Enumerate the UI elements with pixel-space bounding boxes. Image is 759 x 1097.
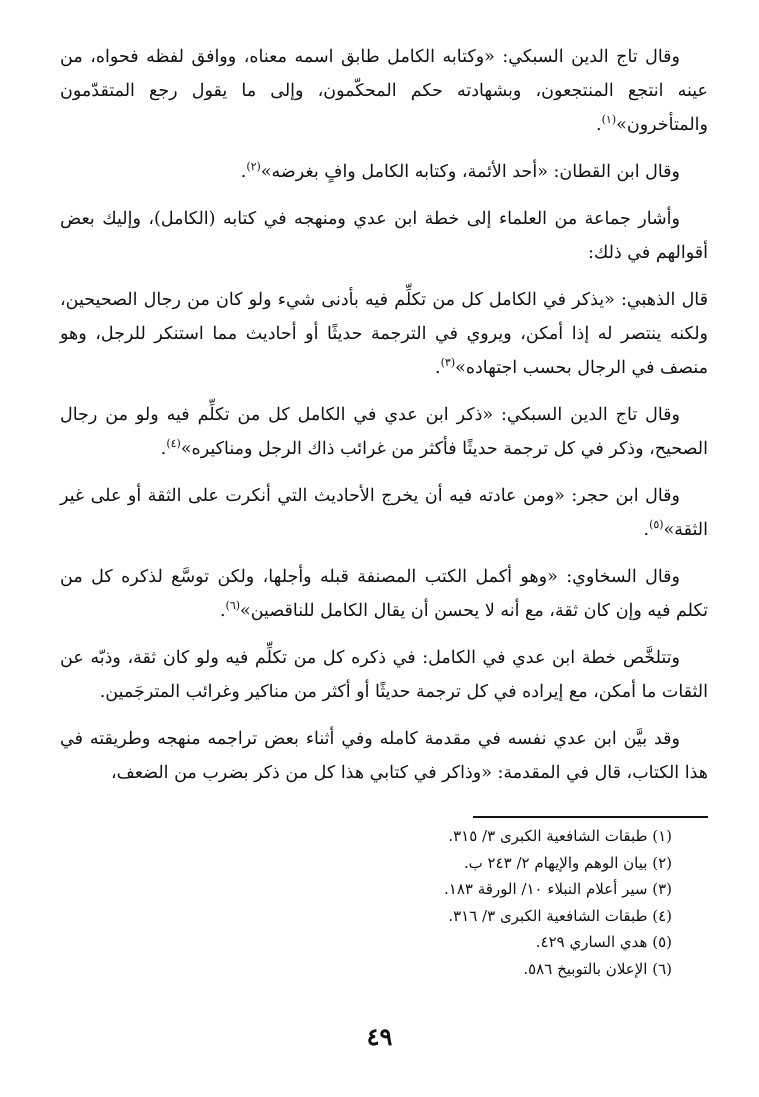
body-text	[60, 40, 708, 790]
footnote-divider	[473, 816, 708, 818]
paragraph-text: وقال تاج الدين السبكي: «ذكر ابن عدي في الكامل كل من تكلِّم فيه ولو من رجال الصحيح، وذكر في كل ترجمة حديثًا فأكثر من غرائب ذاك الرجل ومناكيره»	[60, 405, 708, 459]
page-body	[60, 40, 708, 803]
paragraph-text: وقد بيَّن ابن عدي نفسه في مقدمة كامله وفي أثناء بعض تراجمه منهجه وطريقته في هذا الكتاب، قال في المقدمة: «وذاكر في كتابي هذا كل من ذكر بضرب من الضعف،	[60, 729, 708, 783]
footnote-ref-2: (٢)	[246, 160, 261, 174]
paragraph-7	[60, 560, 708, 628]
footnote-ref-5: (٥)	[649, 518, 664, 532]
paragraph-8	[60, 641, 708, 709]
footnote-ref-3: (٣)	[440, 356, 456, 370]
footnote-6: (٦) الإعلان بالتوبيخ ٥٨٦.	[523, 959, 672, 978]
paragraph-6	[60, 479, 708, 547]
paragraph-end: .	[435, 358, 441, 378]
paragraph-4	[60, 283, 708, 385]
paragraph-end: .	[643, 520, 650, 540]
paragraph-text: وقال تاج الدين السبكي: «وكتابه الكامل طابق اسمه معناه، ووافق لفظه فحواه، من عينه انتجع المنتجعون، وبشهادته حكم المحكّمون، وإلى ما يقول رجع المتقدّمون والمتأخرون»	[60, 47, 708, 135]
paragraph-3	[60, 202, 708, 270]
footnote-ref-6: (٦)	[225, 599, 241, 613]
footnote-5: (٥) هدي الساري ٤٢٩.	[535, 933, 672, 952]
paragraph-end: .	[240, 162, 247, 182]
footnotes-list	[60, 823, 672, 983]
footnote-ref-4: (٤)	[166, 437, 181, 451]
footnote-4: (٤) طبقات الشافعية الكبرى ٣/ ٣١٦.	[448, 906, 672, 925]
paragraph-end: .	[596, 115, 602, 135]
footnote-1: (١) طبقات الشافعية الكبرى ٣/ ٣١٥.	[448, 827, 672, 845]
paragraph-text: قال الذهبي: «يذكر في الكامل كل من تكلِّم فيه بأدنى شيء ولو كان من رجال الصحيحين، ولكنه ينتصر له إذا أمكن، ويروي في الترجمة حديثًا أو أحاديث مما استنكر للرجل، وهو منصف في الرجال بحسب اجتهاده»	[60, 290, 708, 378]
paragraph-text: وأشار جماعة من العلماء إلى خطة ابن عدي ومنهجه في كتابه (الكامل)، وإليك بعض أقوالهم في ذلك:	[60, 209, 708, 263]
paragraph-text: وقال ابن حجر: «ومن عادته فيه أن يخرج الأحاديث التي أنكرت على الثقة أو على غير الثقة»	[60, 486, 708, 540]
paragraph-end: .	[219, 601, 226, 621]
paragraph-9	[60, 722, 708, 790]
page-number: ٤٩	[366, 1022, 393, 1051]
footnote-3: (٣) سير أعلام النبلاء ١٠/ الورقة ١٨٣.	[444, 880, 672, 899]
paragraph-2	[60, 155, 708, 189]
footnote-2: (٢) بيان الوهم والإيهام ٢/ ٢٤٣ ب.	[463, 853, 672, 872]
paragraph-end: .	[160, 439, 167, 459]
paragraph-text: وتتلخَّص خطة ابن عدي في الكامل: في ذكره كل من تكلِّم فيه ولو كان ثقة، وذبّه عن الثقات ما أمكن، مع إيراده في كل ترجمة حديثًا أو أكثر من مناكير وغرائب المترجَمين.	[60, 648, 708, 702]
paragraph-5	[60, 398, 708, 466]
paragraph-1	[60, 40, 708, 142]
footnote-ref-1: (١)	[601, 113, 617, 127]
paragraph-text: وقال السخاوي: «وهو أكمل الكتب المصنفة قبله وأجلها، ولكن توسَّع لذكره كل من تكلم فيه وإن كان ثقة، مع أنه لا يحسن أن يقال الكامل للناقصين»	[60, 567, 708, 621]
paragraph-text: وقال ابن القطان: «أحد الأئمة، وكتابه الكامل وافٍ بغرضه»	[260, 162, 680, 182]
